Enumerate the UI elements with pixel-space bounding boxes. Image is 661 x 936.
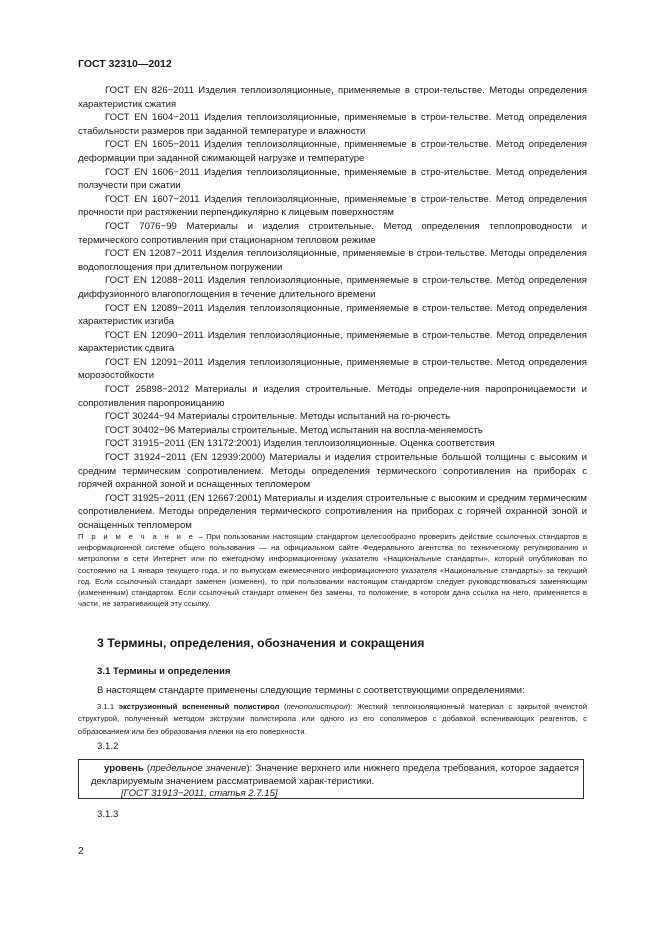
- term-3-1-2-synonym: предельное значение: [150, 763, 247, 774]
- reference-title: Изделия теплоизоляционные, применяемые в строи-тельстве. Метод определения диффузионного влагопоглощения в течение длительного времени: [78, 275, 587, 300]
- reference-title: Изделия теплоизоляционные, применяемые в строи-тельстве. Методы определения водопоглощения при длительном погружении: [78, 248, 587, 273]
- reference-item: [78, 329, 587, 356]
- reference-item: [78, 451, 587, 492]
- term-3-1-2-term: уровень: [104, 763, 144, 774]
- reference-code: ГОСТ EN 12090−2011: [105, 329, 204, 341]
- note-paragraph: [78, 531, 587, 609]
- reference-item: [78, 166, 587, 193]
- reference-code: ГОСТ 7076−99: [105, 220, 177, 232]
- reference-item: [78, 111, 587, 138]
- reference-title: Материалы строительные. Метод испытания на воспла-меняемость: [177, 424, 483, 436]
- reference-code: ГОСТ EN 1607−2011: [105, 193, 200, 205]
- reference-code: ГОСТ 31924−2011 (EN 12939:2000): [105, 452, 266, 464]
- reference-title: Материалы и изделия строительные большой толщины с высоким и средним термическим сопротивлением. Методы определения термического сопротивления на приборах с горячей охранной зоной и оснащенных тепломером: [78, 452, 587, 491]
- term-3-1-3-number: 3.1.3: [97, 809, 119, 820]
- reference-item: [78, 247, 587, 274]
- term-3-1-2-definition: : Значение верхнего или нижнего предела требования, которое задается декларируемым значением рассматриваемой харак-теристики.: [91, 763, 579, 787]
- reference-code: ГОСТ EN 12087−2011: [105, 248, 203, 260]
- reference-title: Материалы и изделия строительные. Метод определения теплопроводности и термического сопротивления при стационарном тепловом режиме: [78, 220, 588, 246]
- reference-code: ГОСТ EN 1604−2011: [105, 112, 200, 124]
- reference-title: Материалы и изделия строительные. Методы определе-ния паропроницаемости и сопротивления паропроницанию: [78, 384, 587, 409]
- reference-item: [78, 437, 587, 451]
- reference-item: [78, 302, 587, 329]
- reference-code: ГОСТ EN 12089−2011: [105, 302, 204, 314]
- quoted-definition-box: [78, 759, 584, 799]
- term-3-1-1-term: экструзионный вспененный полистирол: [118, 702, 280, 711]
- reference-code: ГОСТ 30244−94: [105, 411, 176, 423]
- reference-item: [78, 138, 587, 165]
- section-3-1-intro: В настоящем стандарте применены следующие термины с соответствующими определениями:: [97, 685, 525, 696]
- reference-item: [78, 274, 587, 301]
- reference-item: [78, 410, 587, 424]
- reference-code: ГОСТ EN 12088−2011: [105, 275, 204, 287]
- reference-code: ГОСТ EN 826−2011: [105, 85, 194, 96]
- term-3-1-1: 3.1.1 экструзионный вспененный полистирол (пенополистирол): Жесткий теплоизоляционный материал с закрытой ячеистой структурой, полученный методом экструзии полистирола или одного из его сополимеров с добавкой вспенивающих реагентов, с образованием или без образования пленки на его поверхности.: [78, 702, 587, 736]
- reference-code: ГОСТ 30402−96: [105, 424, 176, 436]
- reference-code: ГОСТ EN 1605−2011: [105, 139, 200, 151]
- reference-title: Изделия теплоизоляционные, применяемые в строи-тельстве. Методы определения характеристик сжатия: [78, 85, 587, 110]
- reference-item: [78, 383, 587, 410]
- reference-title: Изделия теплоизоляционные, применяемые в строи-тельстве. Метод определения морозостойкости: [78, 356, 587, 382]
- reference-code: ГОСТ 31915−2011 (EN 13172:2001): [105, 438, 261, 450]
- reference-title: Изделия теплоизоляционные, применяемые в строи-тельстве. Метод определения прочности при растяжении перпендикулярно к лицевым поверхностям: [78, 193, 587, 219]
- reference-code: ГОСТ 31925−2011 (EN 12667:2001): [105, 492, 262, 504]
- reference-title: Изделия теплоизоляционные, применяемые в строи-тельстве. Метод определения характеристик изгиба: [78, 302, 587, 328]
- section-3-heading: 3 Термины, определения, обозначения и сокращения: [97, 636, 425, 650]
- reference-code: ГОСТ EN 1606−2011: [105, 166, 200, 178]
- normative-references-list: [78, 84, 587, 533]
- reference-item: [78, 193, 587, 220]
- reference-title: Изделия теплоизоляционные. Оценка соответствия: [263, 438, 495, 450]
- reference-item: [78, 492, 587, 533]
- reference-title: Материалы и изделия строительные с высоким и средним термическим сопротивлением. Методы определения термического сопротивления на приборах с горячей охранной зоной и оснащенных тепломером: [78, 492, 587, 531]
- reference-code: ГОСТ 25898−2012: [105, 384, 190, 396]
- term-3-1-1-number: 3.1.1: [97, 702, 115, 711]
- reference-item: [78, 356, 587, 383]
- term-3-1-1-synonym: пенополистирол: [286, 702, 348, 711]
- reference-item: [78, 424, 587, 438]
- reference-title: Материалы строительные. Методы испытаний на го-рючесть: [177, 411, 451, 423]
- reference-title: Изделия теплоизоляционные, применяемые в стро-ительстве. Метод определения ползучести при сжатии: [78, 166, 587, 192]
- term-3-1-2-text: уровень (предельное значение): Значение верхнего или нижнего предела требования, которое задается декларируемым значением рассматриваемой харак-теристики.: [91, 763, 579, 787]
- note-text: – При пользовании настоящим стандартом целесообразно проверить действие ссылочных стандартов в информационной системе общего пользования — на официальном сайте Федерального агентства по техническому регулированию и метрологии в сети Интернет или по ежегодному информационному указателю «Национальные стандарты», который опубликован по состоянию на 1 января текущего года, и по выпускам ежемесячного информационного указателя «Национальные стандарты» за текущий год. Если ссылочный стандарт заменен (изменен), то при пользовании настоящим стандартом следует руководствоваться заменяющим (измененным) стандартом. Если ссылочный стандарт отменен без замены, то положение, в котором дана ссылка на него, применяется в части, не затрагивающей эту ссылку.: [78, 532, 588, 609]
- note-label: П р и м е ч а н и е: [78, 532, 196, 541]
- term-3-1-1-definition: : Жесткий теплоизоляционный материал с закрытой ячеистой структурой, полученный методом экструзии полистирола или одного из его сополимеров с добавкой вспенивающих реагентов, с образованием или без образования пленки на его поверхности.: [78, 702, 587, 736]
- term-3-1-2-number: 3.1.2: [97, 741, 119, 752]
- reference-title: Изделия теплоизоляционные, применяемые в строи-тельстве. Метод определения деформации при заданной сжимающей нагрузке и температуре: [78, 139, 587, 164]
- section-3-1-heading: 3.1 Термины и определения: [97, 666, 231, 677]
- reference-title: Изделия теплоизоляционные, применяемые в строи-тельстве. Метод определения характеристик сдвига: [78, 329, 587, 355]
- term-3-1-2-source: [ГОСТ 31913−2011, статья 2.7.15]: [121, 788, 278, 800]
- page-number: 2: [78, 846, 84, 857]
- reference-item: [78, 220, 587, 247]
- reference-code: ГОСТ EN 12091−2011: [105, 356, 204, 368]
- reference-title: Изделия теплоизоляционные, применяемые в строи-тельстве. Метод определения стабильности размеров при заданной температуре и влажности: [78, 112, 587, 137]
- document-header: ГОСТ 32310—2012: [78, 58, 172, 70]
- reference-item: [78, 84, 587, 111]
